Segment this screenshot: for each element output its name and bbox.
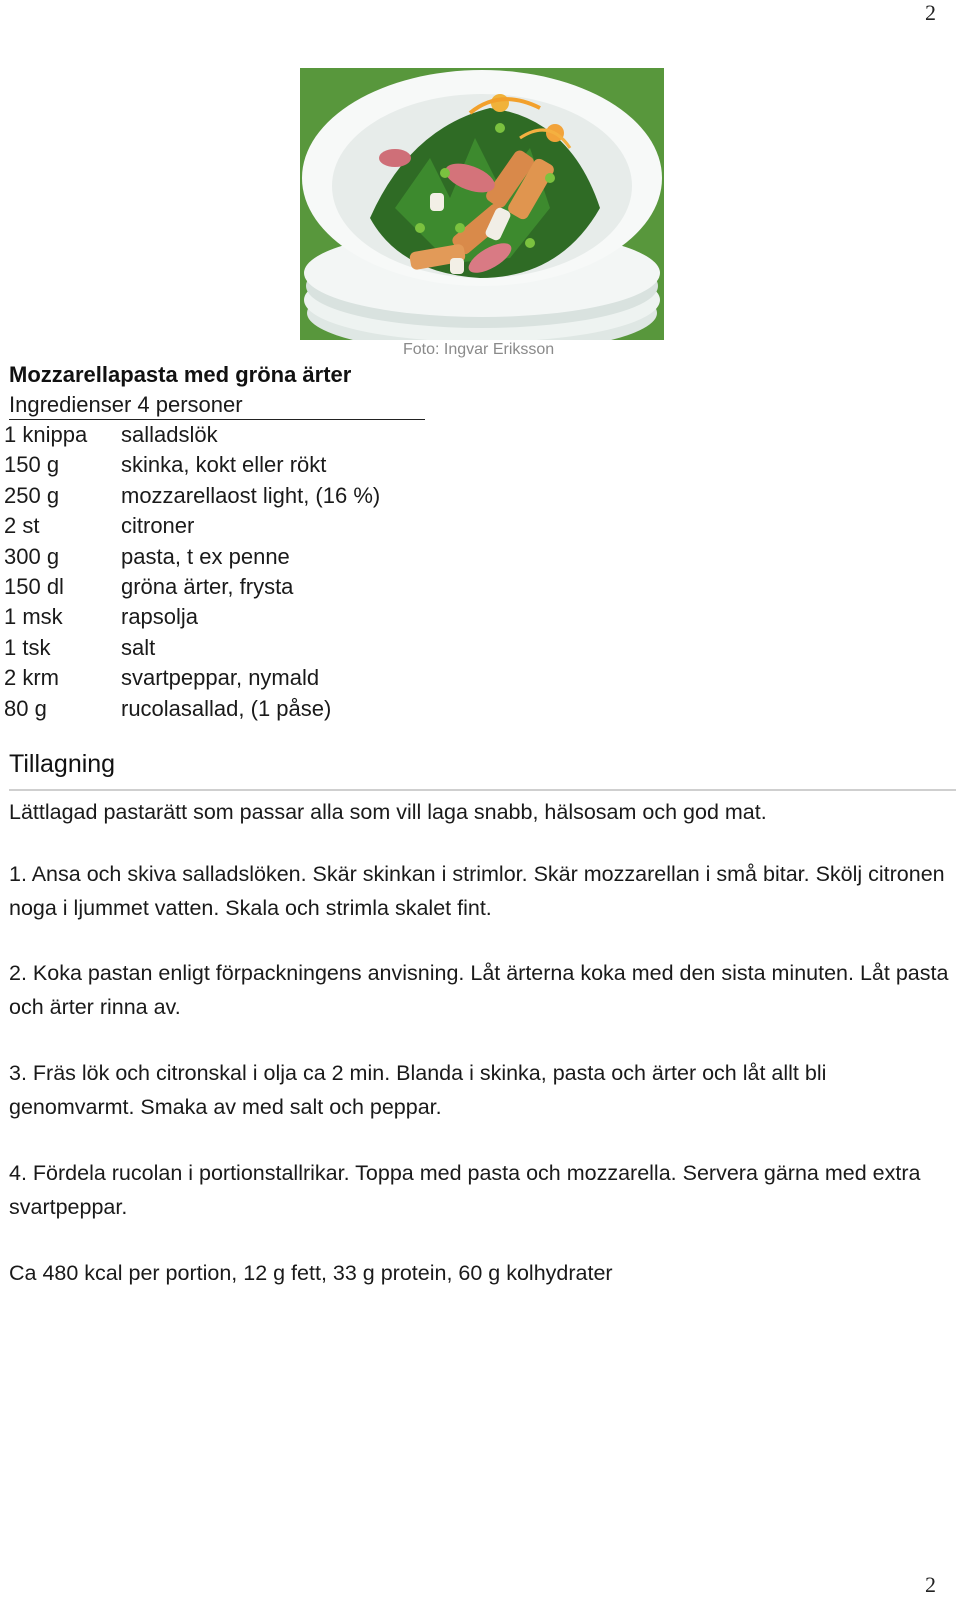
- method-step-1: 1. Ansa och skiva salladslöken. Skär skinkan i strimlor. Skär mozzarellan i små bitar. Skölj citronen noga i ljummet vatten. Skala och strimla skalet fint.: [9, 862, 945, 920]
- ingredient-row: [4, 572, 434, 602]
- ingredient-quantity: 250 g: [4, 482, 60, 508]
- ingredient-name: skinka, kokt eller rökt: [121, 452, 327, 478]
- recipe-intro: Lättlagad pastarätt som passar alla som vill laga snabb, hälsosam och god mat.: [9, 800, 767, 824]
- ingredient-quantity: 150 dl: [4, 573, 64, 599]
- ingredient-name: svartpeppar, nymald: [121, 665, 320, 691]
- page-number-top: 2: [925, 0, 936, 25]
- nutrition-info: Ca 480 kcal per portion, 12 g fett, 33 g protein, 60 g kolhydrater: [9, 1261, 613, 1285]
- ingredient-quantity: 1 tsk: [4, 634, 51, 660]
- ingredient-name: pasta, t ex penne: [121, 543, 290, 569]
- photo-credit: Foto: Ingvar Eriksson: [403, 341, 555, 358]
- ingredient-row: [4, 694, 434, 724]
- recipe-title: Mozzarellapasta med gröna ärter: [9, 362, 352, 387]
- ingredient-name: mozzarellaost light, (16 %): [121, 482, 381, 508]
- ingredient-row: [4, 633, 434, 663]
- ingredient-quantity: 300 g: [4, 543, 60, 569]
- ingredient-name: salladslök: [121, 422, 218, 447]
- ingredient-name: rapsolja: [121, 604, 199, 630]
- ingredient-quantity: 2 st: [4, 513, 40, 539]
- ingredient-name: salt: [121, 634, 156, 660]
- ingredient-row: [4, 420, 434, 450]
- ingredient-quantity: 1 msk: [4, 604, 63, 630]
- ingredient-quantity: 80 g: [4, 695, 47, 721]
- method-step-4: 4. Fördela rucolan i portionstallrikar. Toppa med pasta och mozzarella. Servera gärna med extra svartpeppar.: [9, 1161, 921, 1219]
- method-heading: Tillagning: [9, 750, 116, 778]
- pasta-salad-photo: [300, 68, 664, 340]
- ingredient-quantity: 150 g: [4, 452, 60, 478]
- ingredient-name: rucolasallad, (1 påse): [121, 695, 332, 721]
- method-step-2: 2. Koka pastan enligt förpackningens anvisning. Låt ärterna koka med den sista minuten. Låt pasta och ärter rinna av.: [9, 961, 949, 1019]
- ingredient-quantity: 1 knippa: [4, 422, 88, 447]
- ingredient-name: citroner: [121, 513, 195, 539]
- ingredient-row: [4, 542, 434, 572]
- page-number-bottom: 2: [925, 1572, 936, 1597]
- ingredient-row: [4, 511, 434, 541]
- ingredient-row: [4, 450, 434, 480]
- ingredients-header: Ingredienser 4 personer: [9, 392, 425, 420]
- ingredient-row: [4, 481, 434, 511]
- ingredient-name: gröna ärter, frysta: [121, 573, 294, 599]
- ingredients-list: [4, 420, 434, 724]
- ingredient-row: [4, 602, 434, 632]
- ingredient-row: [4, 663, 434, 693]
- ingredient-quantity: 2 krm: [4, 665, 59, 691]
- method-step-3: 3. Fräs lök och citronskal i olja ca 2 min. Blanda i skinka, pasta och ärter och låt allt bli genomvarmt. Smaka av med salt och peppar.: [9, 1061, 827, 1119]
- section-divider: [9, 789, 956, 791]
